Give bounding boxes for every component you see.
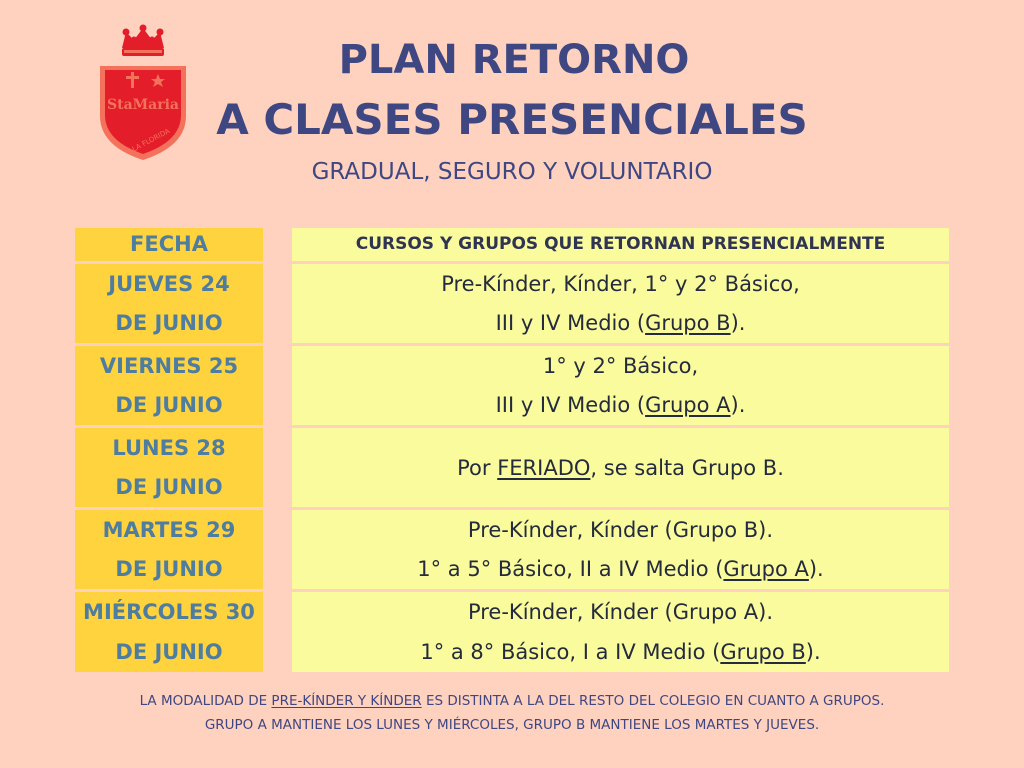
date-day: JUEVES 24 <box>108 271 230 296</box>
date-day: MARTES 29 <box>102 517 236 542</box>
courses-line2 <box>417 554 823 584</box>
courses-text: Por <box>457 455 498 480</box>
date-cell-row3 <box>75 428 263 507</box>
courses-text: ). <box>808 557 824 582</box>
date-month: DE JUNIO <box>115 557 223 582</box>
courses-line1: Pre-Kínder, Kínder, 1° y 2° Básico, <box>441 271 800 296</box>
date-day: LUNES 28 <box>112 435 226 460</box>
footer-note-line2: GRUPO A MANTIENE LOS LUNES Y MIÉRCOLES, GRUPO B MANTIENE LOS MARTES Y JUEVES. <box>204 717 820 733</box>
group-link: Grupo B <box>645 311 731 336</box>
date-day: MIÉRCOLES 30 <box>83 600 255 624</box>
courses-text: III y IV Medio ( <box>495 311 646 336</box>
footer-text: ES DISTINTA A LA DEL RESTO DEL COLEGIO EN CUANTO A GRUPOS. <box>421 693 885 709</box>
date-month: DE JUNIO <box>115 640 223 664</box>
page-title-line1: PLAN RETORNO <box>338 37 690 83</box>
courses-text: , se salta Grupo B. <box>590 455 784 480</box>
date-day: VIERNES 25 <box>99 353 239 378</box>
courses-column-header: CURSOS Y GRUPOS QUE RETORNAN PRESENCIALMENTE <box>292 228 949 261</box>
courses-text: III y IV Medio ( <box>495 393 646 418</box>
footer-highlight: PRE-KÍNDER Y KÍNDER <box>271 693 422 709</box>
courses-text: 1° a 5° Básico, II a IV Medio ( <box>417 557 724 582</box>
courses-line1 <box>457 453 784 483</box>
courses-line1: Pre-Kínder, Kínder (Grupo A). <box>467 600 774 624</box>
holiday-link: FERIADO <box>497 455 591 480</box>
courses-cell-row1 <box>292 264 949 343</box>
courses-cell-row3 <box>292 428 949 507</box>
date-cell-row5 <box>75 592 263 672</box>
date-cell-row1 <box>75 264 263 343</box>
page-subtitle: GRADUAL, SEGURO Y VOLUNTARIO <box>311 159 713 185</box>
date-cell-row4 <box>75 510 263 589</box>
courses-line2 <box>496 390 746 420</box>
footer-text: LA MODALIDAD DE <box>139 693 272 709</box>
courses-text: ). <box>730 311 746 336</box>
courses-text: ). <box>730 393 746 418</box>
courses-line2 <box>496 308 746 338</box>
page-title-line2: A CLASES PRESENCIALES <box>216 95 808 144</box>
date-month: DE JUNIO <box>115 311 223 336</box>
courses-cell-row4 <box>292 510 949 589</box>
crest-name-text: StaMaria <box>107 97 179 113</box>
courses-cell-row5 <box>292 592 949 672</box>
footer-note-line1 <box>0 690 1024 712</box>
date-month: DE JUNIO <box>115 475 223 500</box>
date-column-header: FECHA <box>75 228 263 261</box>
group-link: Grupo A <box>645 393 731 418</box>
group-link: Grupo A <box>723 557 809 582</box>
group-link: Grupo B <box>720 640 806 664</box>
courses-line1: 1° y 2° Básico, <box>542 353 699 378</box>
courses-cell-row2 <box>292 346 949 425</box>
courses-line1: Pre-Kínder, Kínder (Grupo B). <box>467 517 774 542</box>
crest-subtext: LA FLORIDA <box>130 127 172 154</box>
date-month: DE JUNIO <box>115 393 223 418</box>
date-cell-row2 <box>75 346 263 425</box>
courses-line2 <box>420 637 820 667</box>
courses-text: 1° a 8° Básico, I a IV Medio ( <box>420 640 721 664</box>
courses-text: ). <box>805 640 821 664</box>
